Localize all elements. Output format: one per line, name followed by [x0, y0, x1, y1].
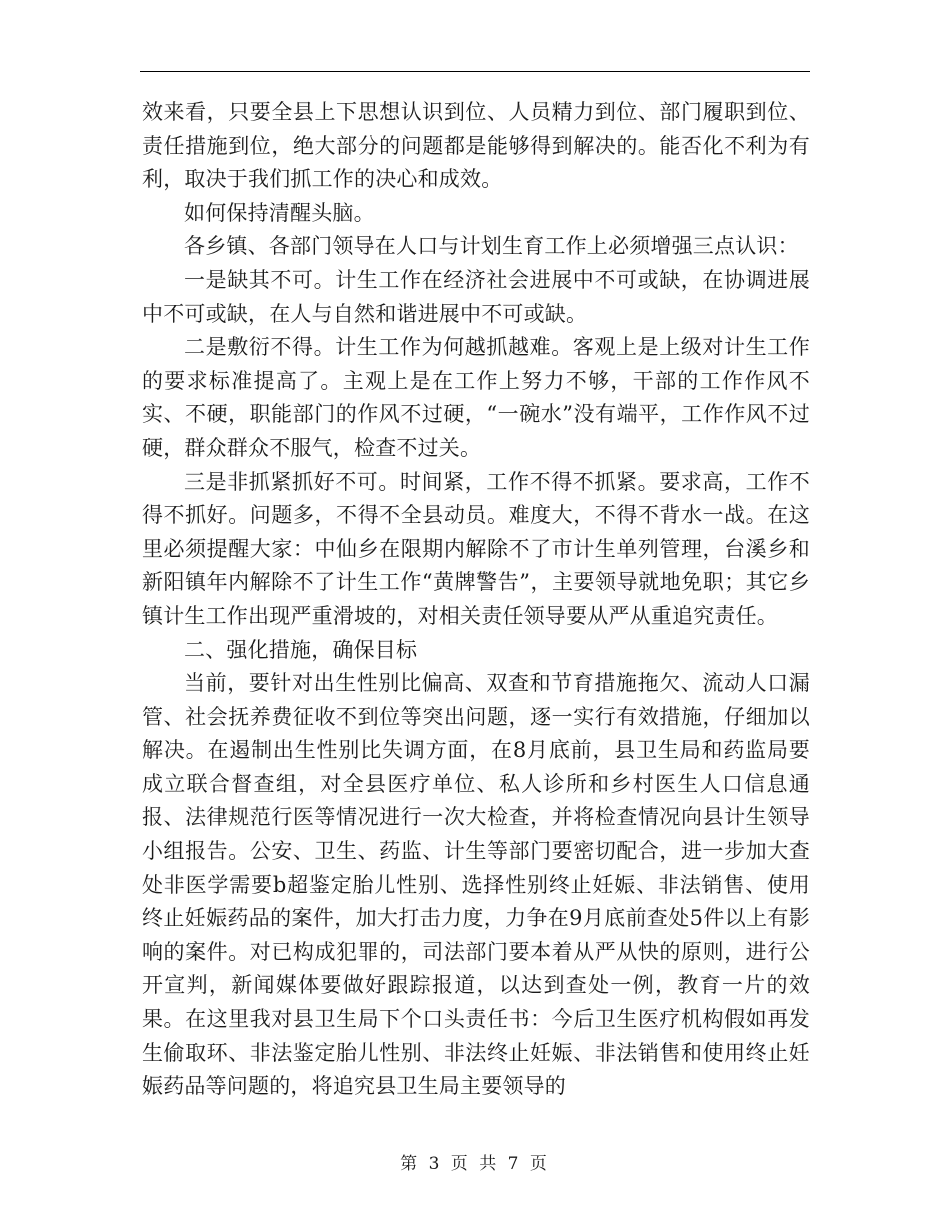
paragraph-5: 二是敷衍不得。计生工作为何越抓越难。客观上是上级对计生工作的要求标准提高了。主观上是在工作上努力不够，干部的工作作风不实、不硬，职能部门的作风不过硬，“一碗水”没有端平，工作作风不过硬，群众群众不服气，检查不过关。: [142, 335, 810, 460]
paragraph-4: 一是缺其不可。计生工作在经济社会进展中不可或缺，在协调进展中不可或缺，在人与自然和谐进展中不可或缺。: [142, 267, 810, 326]
header-rule: [140, 71, 810, 72]
section-heading: 二、强化措施，确保目标: [184, 637, 418, 662]
page-number-footer: 第 3 页 共 7 页: [400, 1154, 550, 1174]
paragraph-1: 效来看，只要全县上下思想认识到位、人员精力到位、部门履职到位、责任措施到位，绝大部分的问题都是能够得到解决的。能否化不利为有利，取决于我们抓工作的决心和成效。: [142, 100, 810, 192]
document-body: [142, 96, 810, 1104]
paragraph-8: 当前，要针对出生性别比偏高、双查和节育措施拖欠、流动人口漏管、社会抚养费征收不到位等突出问题，逐一实行有效措施，仔细加以解决。在遏制出生性别比失调方面，在8月底前，县卫生局和药监局要成立联合督查组，对全县医疗单位、私人诊所和乡村医生人口信息通报、法律规范行医等情况进行一次大检查，并将检查情况向县计生领导小组报告。公安、卫生、药监、计生等部门要密切配合，进一步加大查处非医学需要b超鉴定胎儿性别、选择性别终止妊娠、非法销售、使用终止妊娠药品的案件，加大打击力度，力争在9月底前查处5件以上有影响的案件。对已构成犯罪的，司法部门要本着从严从快的原则，进行公开宣判，新闻媒体要做好跟踪报道，以达到查处一例，教育一片的效果。在这里我对县卫生局下个口头责任书：今后卫生医疗机构假如再发生偷取环、非法鉴定胎儿性别、非法终止妊娠、非法销售和使用终止妊娠药品等问题的，将追究县卫生局主要领导的: [142, 671, 810, 1099]
paragraph-3: 各乡镇、各部门领导在人口与计划生育工作上必须增强三点认识：: [184, 234, 799, 259]
paragraph-6: 三是非抓紧抓好不可。时间紧，工作不得不抓紧。要求高，工作不得不抓好。问题多，不得不全县动员。难度大，不得不背水一战。在这里必须提醒大家：中仙乡在限期内解除不了市计生单列管理，台溪乡和新阳镇年内解除不了计生工作“黄牌警告”，主要领导就地免职；其它乡镇计生工作出现严重滑坡的，对相关责任领导要从严从重追究责任。: [142, 469, 810, 628]
paragraph-2: 如何保持清醒头脑。: [184, 200, 375, 225]
